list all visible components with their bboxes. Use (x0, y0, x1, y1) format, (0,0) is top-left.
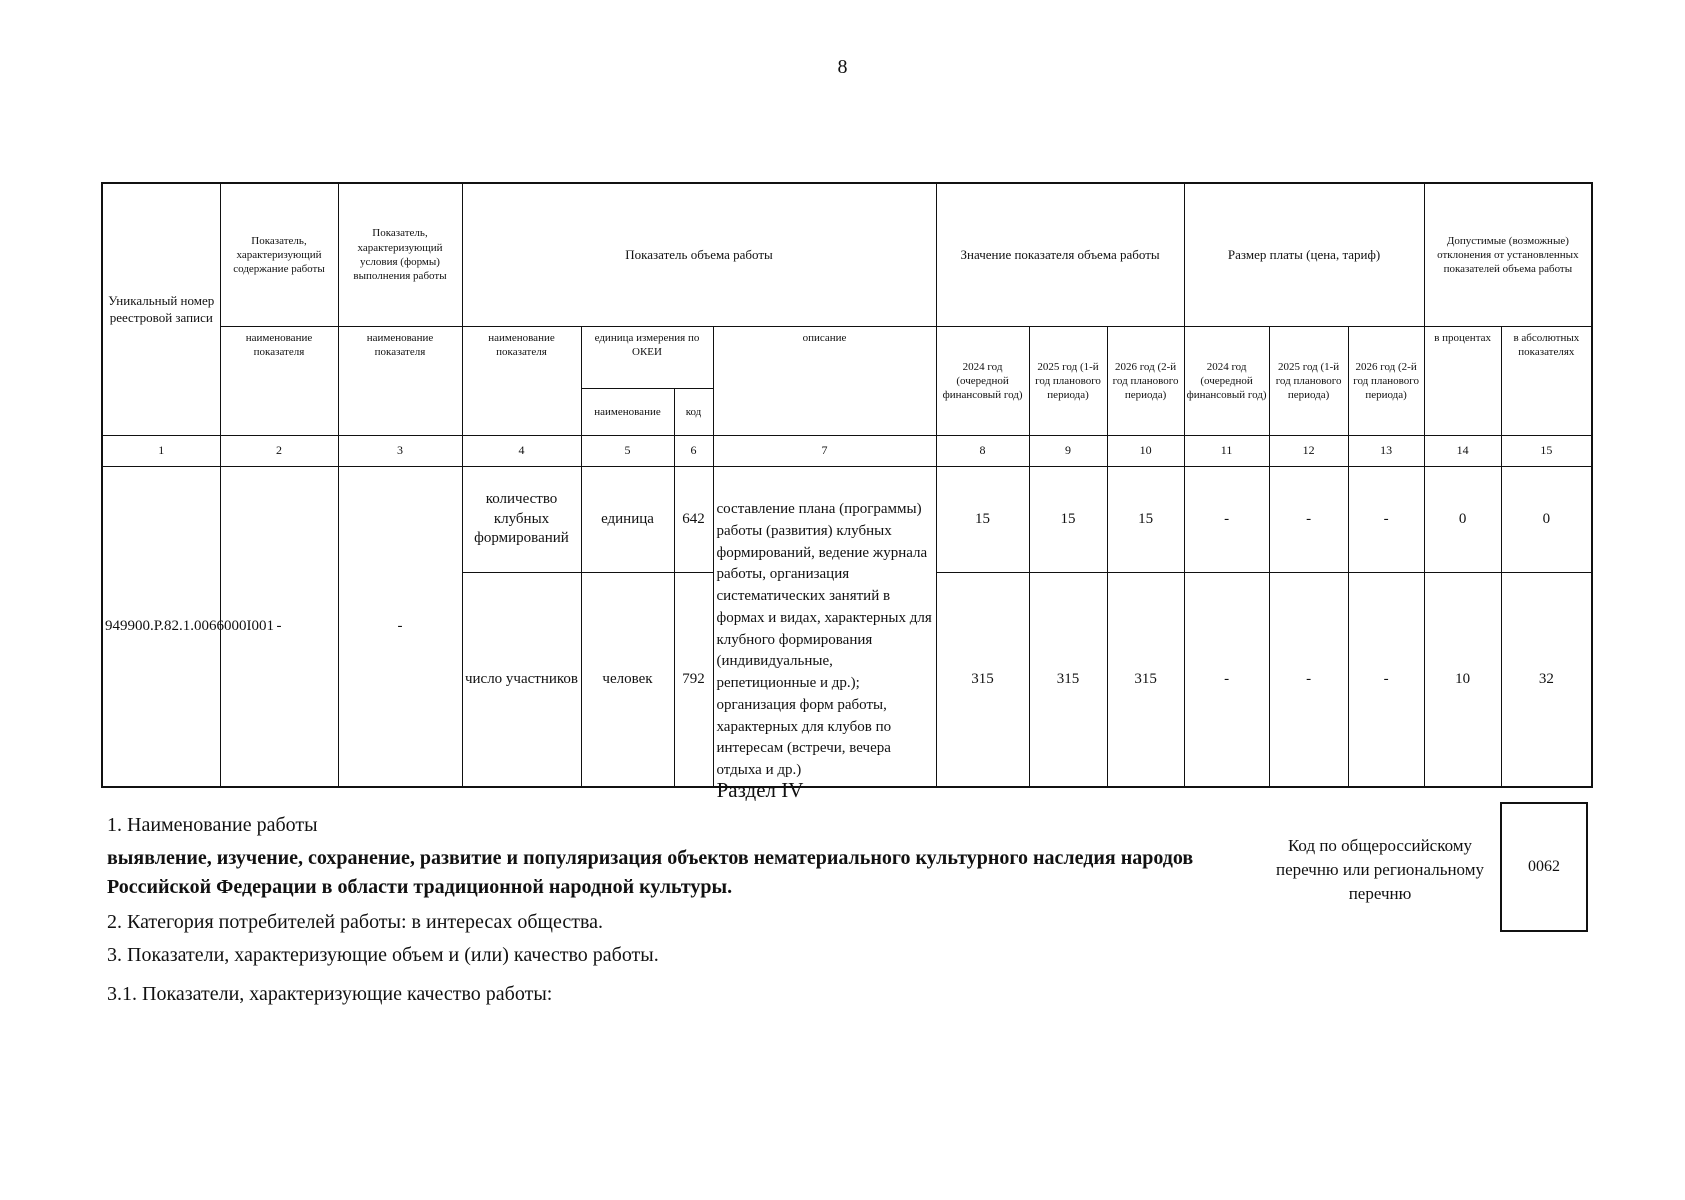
subheader-description: описание (713, 327, 936, 436)
consumer-category: 2. Категория потребителей работы: в интересах общества. (107, 911, 604, 933)
column-number: 2 (220, 436, 338, 467)
subheader-absolute: в абсолютных показателях (1501, 327, 1592, 436)
record-number: 949900.Р.82.1.0066000I001 (102, 467, 220, 787)
column-number: 1 (102, 436, 220, 467)
indicator-name: количество клубных формирований (462, 467, 581, 573)
column-number: 8 (936, 436, 1029, 467)
content-indicator-value: - (220, 467, 338, 787)
subheader-name-col3: наименование показателя (338, 327, 462, 436)
column-number: 15 (1501, 436, 1592, 467)
header-content-indicator: Показатель, характеризующий содержание работы (220, 183, 338, 327)
value-2026: 15 (1107, 467, 1184, 573)
value-2025: 315 (1029, 573, 1107, 787)
unit-code: 642 (674, 467, 713, 573)
value-2026: 315 (1107, 573, 1184, 787)
unit-code: 792 (674, 573, 713, 787)
header-deviations: Допустимые (возможные) отклонения от установленных показателей объема работы (1424, 183, 1592, 327)
column-number: 9 (1029, 436, 1107, 467)
column-number: 13 (1348, 436, 1424, 467)
indicators-heading: 3. Показатели, характеризующие объем и (или) качество работы. (107, 944, 659, 966)
column-number: 10 (1107, 436, 1184, 467)
fee-2025: - (1269, 573, 1348, 787)
subheader-name-col2: наименование показателя (220, 327, 338, 436)
column-number: 14 (1424, 436, 1501, 467)
column-number: 6 (674, 436, 713, 467)
work-volume-table (101, 182, 1593, 788)
table-row (102, 467, 1592, 573)
registry-code-box (1500, 802, 1588, 932)
fee-2024: - (1184, 467, 1269, 573)
header-conditions-indicator: Показатель, характеризующий условия (формы) выполнения работы (338, 183, 462, 327)
deviation-percent: 0 (1424, 467, 1501, 573)
section-title: Раздел IV (716, 778, 804, 802)
fee-2025: - (1269, 467, 1348, 573)
quality-indicators-heading: 3.1. Показатели, характеризующие качество работы: (107, 983, 553, 1005)
unit-name: единица (581, 467, 674, 573)
deviation-absolute: 0 (1501, 467, 1592, 573)
subheader-unit-code: код (674, 389, 713, 436)
subheader-2025-value: 2025 год (1-й год планового периода) (1029, 327, 1107, 436)
column-number: 11 (1184, 436, 1269, 467)
work-description: составление плана (программы) работы (развития) клубных формирований, ведение журнала работы, организация систематических занятий в формах и видах, характерных для клубного формирования (индивидуальные, репетиционные и др.); организация форм работы, характерных для клубов по интересам (встречи, вечера отдыха и др.) (713, 467, 936, 787)
subheader-2026-fee: 2026 год (2-й год планового периода) (1348, 327, 1424, 436)
subheader-name-col4: наименование показателя (462, 327, 581, 436)
registry-code-value: 0062 (1528, 858, 1560, 875)
registry-code-label: Код по общероссийскому перечню или региональному перечню (1276, 836, 1484, 903)
fee-2024: - (1184, 573, 1269, 787)
column-number: 4 (462, 436, 581, 467)
subheader-2024-fee: 2024 год (очередной финансовый год) (1184, 327, 1269, 436)
deviation-percent: 10 (1424, 573, 1501, 787)
header-volume-value: Значение показателя объема работы (936, 183, 1184, 327)
subheader-2025-fee: 2025 год (1-й год планового периода) (1269, 327, 1348, 436)
header-volume-indicator: Показатель объема работы (462, 183, 936, 327)
value-2024: 315 (936, 573, 1029, 787)
value-2025: 15 (1029, 467, 1107, 573)
column-number: 5 (581, 436, 674, 467)
subheader-percent: в процентах (1424, 327, 1501, 436)
page-number: 8 (837, 56, 848, 78)
fee-2026: - (1348, 467, 1424, 573)
header-row-1 (102, 183, 1592, 327)
subheader-2024-value: 2024 год (очередной финансовый год) (936, 327, 1029, 436)
value-2024: 15 (936, 467, 1029, 573)
header-unique-number: Уникальный номер реестровой записи (102, 183, 220, 436)
subheader-2026-value: 2026 год (2-й год планового периода) (1107, 327, 1184, 436)
column-number: 7 (713, 436, 936, 467)
subheader-unit-okei: единица измерения по ОКЕИ (581, 327, 713, 389)
unit-name: человек (581, 573, 674, 787)
subheader-unit-name: наименование (581, 389, 674, 436)
header-row-2 (102, 327, 1592, 389)
header-fee: Размер платы (цена, тариф) (1184, 183, 1424, 327)
fee-2026: - (1348, 573, 1424, 787)
column-number: 12 (1269, 436, 1348, 467)
column-number: 3 (338, 436, 462, 467)
indicator-name: число участников (462, 573, 581, 787)
column-number-row (102, 436, 1592, 467)
conditions-indicator-value: - (338, 467, 462, 787)
work-name: выявление, изучение, сохранение, развитие и популяризация объектов нематериального культурного наследия народов Российской Федерации в области традиционной народной культуры. (107, 847, 1194, 898)
deviation-absolute: 32 (1501, 573, 1592, 787)
work-name-label: 1. Наименование работы (107, 814, 318, 836)
